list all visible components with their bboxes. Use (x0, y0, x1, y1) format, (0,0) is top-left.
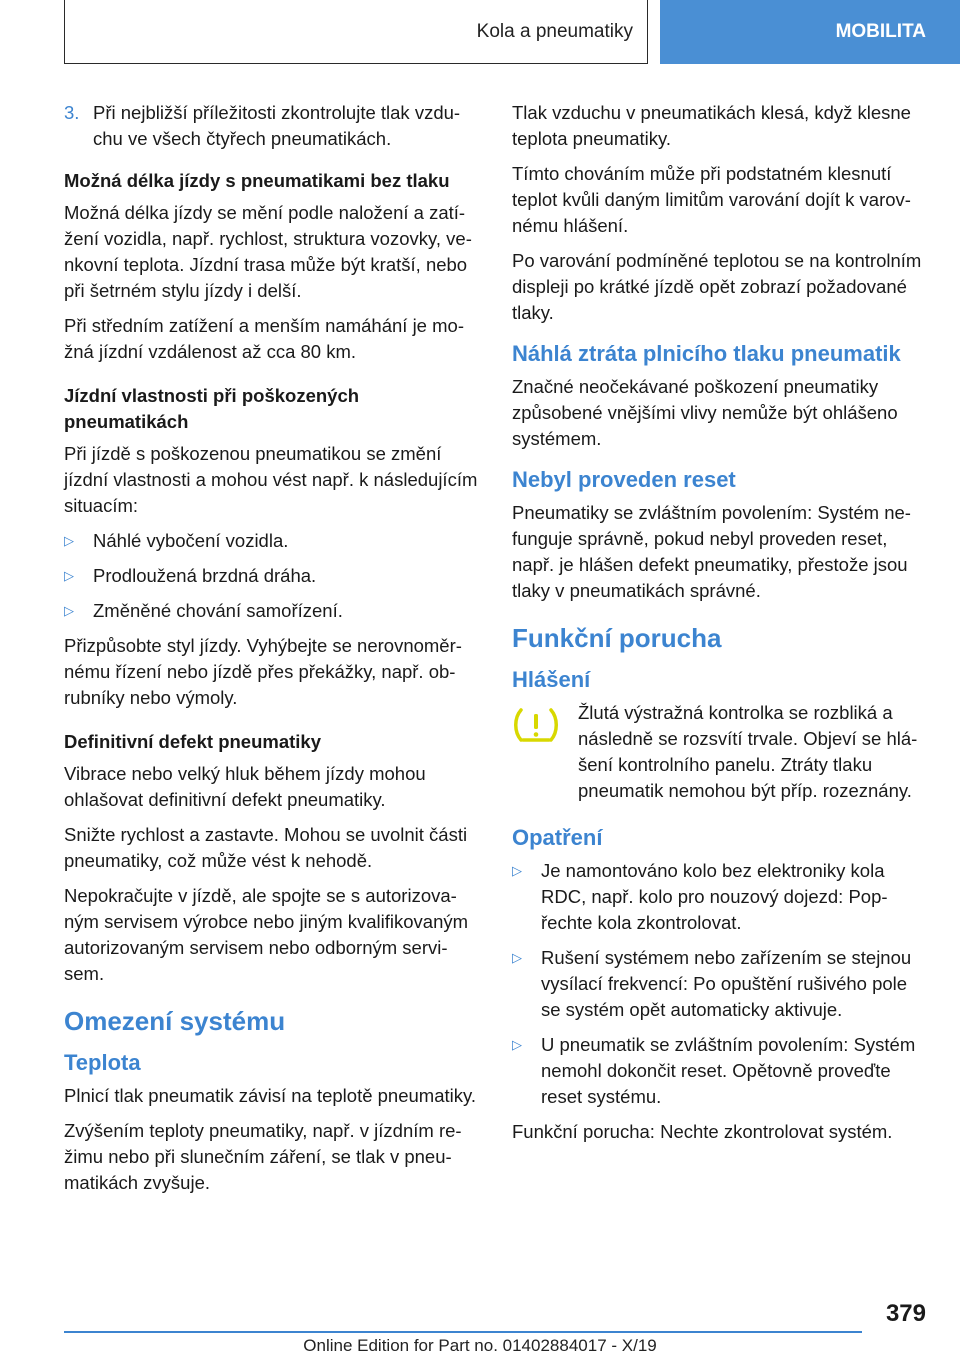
step-3 (64, 100, 478, 152)
step-number: 3. (64, 102, 80, 123)
step-text: Při nejbližší příležitosti zkontrolujte tlak vzduchu ve všech čtyřech pneumatikách. (93, 102, 461, 149)
message-heading: Hlášení (512, 667, 591, 692)
page-number: 379 (885, 1300, 926, 1327)
triangle-bullet-icon: ▷ (64, 603, 74, 618)
footer-divider (64, 1331, 862, 1333)
header-category-tab (660, 0, 960, 64)
driving-subheading: Jízdní vlastnosti při poškozených pneumatikách (64, 385, 360, 432)
paragraph: Vibrace nebo velký hluk během jízdy mohou ohlašovat definitivní defekt pneumatiky. (64, 763, 426, 810)
paragraph: Při jízdě s poškozenou pneumatikou se změní jízdní vlastnosti a mohou vést např. k následujícím situacím: (64, 443, 478, 516)
header-section-tab (64, 0, 648, 64)
list-item: ▷ Náhlé vybočení vozidla. (64, 528, 478, 554)
triangle-bullet-icon: ▷ (512, 950, 522, 965)
right-column (512, 100, 927, 1154)
triangle-bullet-icon: ▷ (512, 863, 522, 878)
list-item: ▷ U pneumatik se zvláštním povolením: Systém nemohl dokončit reset. Opětovně proveďte reset systému. (512, 1032, 927, 1110)
category-title: MOBILITA (835, 21, 926, 42)
triangle-bullet-icon: ▷ (512, 1037, 522, 1052)
footer-edition: Online Edition for Part no. 01402884017 - X/19 (303, 1336, 657, 1355)
range-subheading: Možná délka jízdy s pneumatikami bez tlaku (64, 170, 450, 191)
section-title: Kola a pneumatiky (476, 20, 633, 42)
triangle-bullet-icon: ▷ (64, 568, 74, 583)
paragraph: Přizpůsobte styl jízdy. Vyhýbejte se nerovnoměrnému řízení nebo jízdě přes překážky, např. obrubníky nebo výmoly. (64, 635, 462, 708)
system-limits-heading: Omezení systému (64, 1006, 286, 1036)
tire-pressure-warning-icon (512, 706, 560, 746)
malfunction-heading: Funkční porucha (512, 623, 722, 653)
warning-message-block (512, 700, 927, 804)
paragraph: Pneumatiky se zvláštním povolením: Systém nefunguje správně, pokud nebyl proveden reset, např. je hlášen defekt pneumatiky, přestože jsou tlaky v pneumatikách správné. (512, 502, 911, 601)
list-item: ▷ Je namontováno kolo bez elektroniky kola RDC, např. kolo pro nouzový dojezd: Popřechte kola zkontrolovat. (512, 858, 927, 936)
paragraph: Snižte rychlost a zastavte. Mohou se uvolnit části pneumatiky, což může vést k nehodě. (64, 824, 468, 871)
list-item: ▷ Rušení systémem nebo zařízením se stejnou vysílací frekvencí: Po opuštění rušivého pole se systém opět automaticky aktivuje. (512, 945, 927, 1023)
list-item: ▷ Prodloužená brzdná dráha. (64, 563, 478, 589)
paragraph: Po varování podmíněné teplotou se na kontrolním displeji po krátké jízdě opět zobrazí požadované tlaky. (512, 250, 922, 323)
paragraph: Tlak vzduchu v pneumatikách klesá, když klesne teplota pneumatiky. (512, 102, 911, 149)
paragraph: Nepokračujte v jízdě, ale spojte se s autorizovaným servisem výrobce nebo jiným kvalifikovaným autorizovaným servisem nebo odborným servisem. (64, 885, 469, 984)
paragraph: Možná délka jízdy se mění podle naložení a zatížení vozidla, např. rychlost, struktura vozovky, venkovní teplota. Jízdní trasa může být kratší, nebo při šetrném stylu jízdy i delší. (64, 202, 472, 301)
reset-heading: Nebyl proveden reset (512, 467, 736, 492)
temperature-heading: Teplota (64, 1050, 141, 1075)
paragraph: Plnicí tlak pneumatik závisí na teplotě pneumatiky. (64, 1085, 477, 1106)
paragraph: Funkční porucha: Nechte zkontrolovat systém. (512, 1121, 893, 1142)
paragraph: Tímto chováním může při podstatném klesnutí teplot kvůli daným limitům varování dojít k varovnému hlášení. (512, 163, 911, 236)
triangle-bullet-icon: ▷ (64, 533, 74, 548)
paragraph: Značné neočekávané poškození pneumatiky způsobené vnějšími vlivy nemůže být ohlášeno systémem. (512, 376, 898, 449)
measures-heading: Opatření (512, 825, 603, 850)
paragraph: Při středním zatížení a menším namáhání je možná jízdní vzdálenost až cca 80 km. (64, 315, 464, 362)
list-item: ▷ Změněné chování samořízení. (64, 598, 478, 624)
pressure-loss-heading: Náhlá ztráta plnicího tlaku pneumatik (512, 341, 901, 366)
defect-subheading: Definitivní defekt pneumatiky (64, 731, 321, 752)
paragraph: Zvýšením teploty pneumatiky, např. v jízdním režimu nebo při slunečním záření, se tlak v pneumatikách zvyšuje. (64, 1120, 462, 1193)
left-column (64, 100, 478, 1205)
warning-message-text: Žlutá výstražná kontrolka se rozbliká a následně se rozsvítí trvale. Objeví se hlášení kontrolního panelu. Ztráty tlaku pneumatik nemohou být příp. rozeznány. (578, 702, 918, 801)
